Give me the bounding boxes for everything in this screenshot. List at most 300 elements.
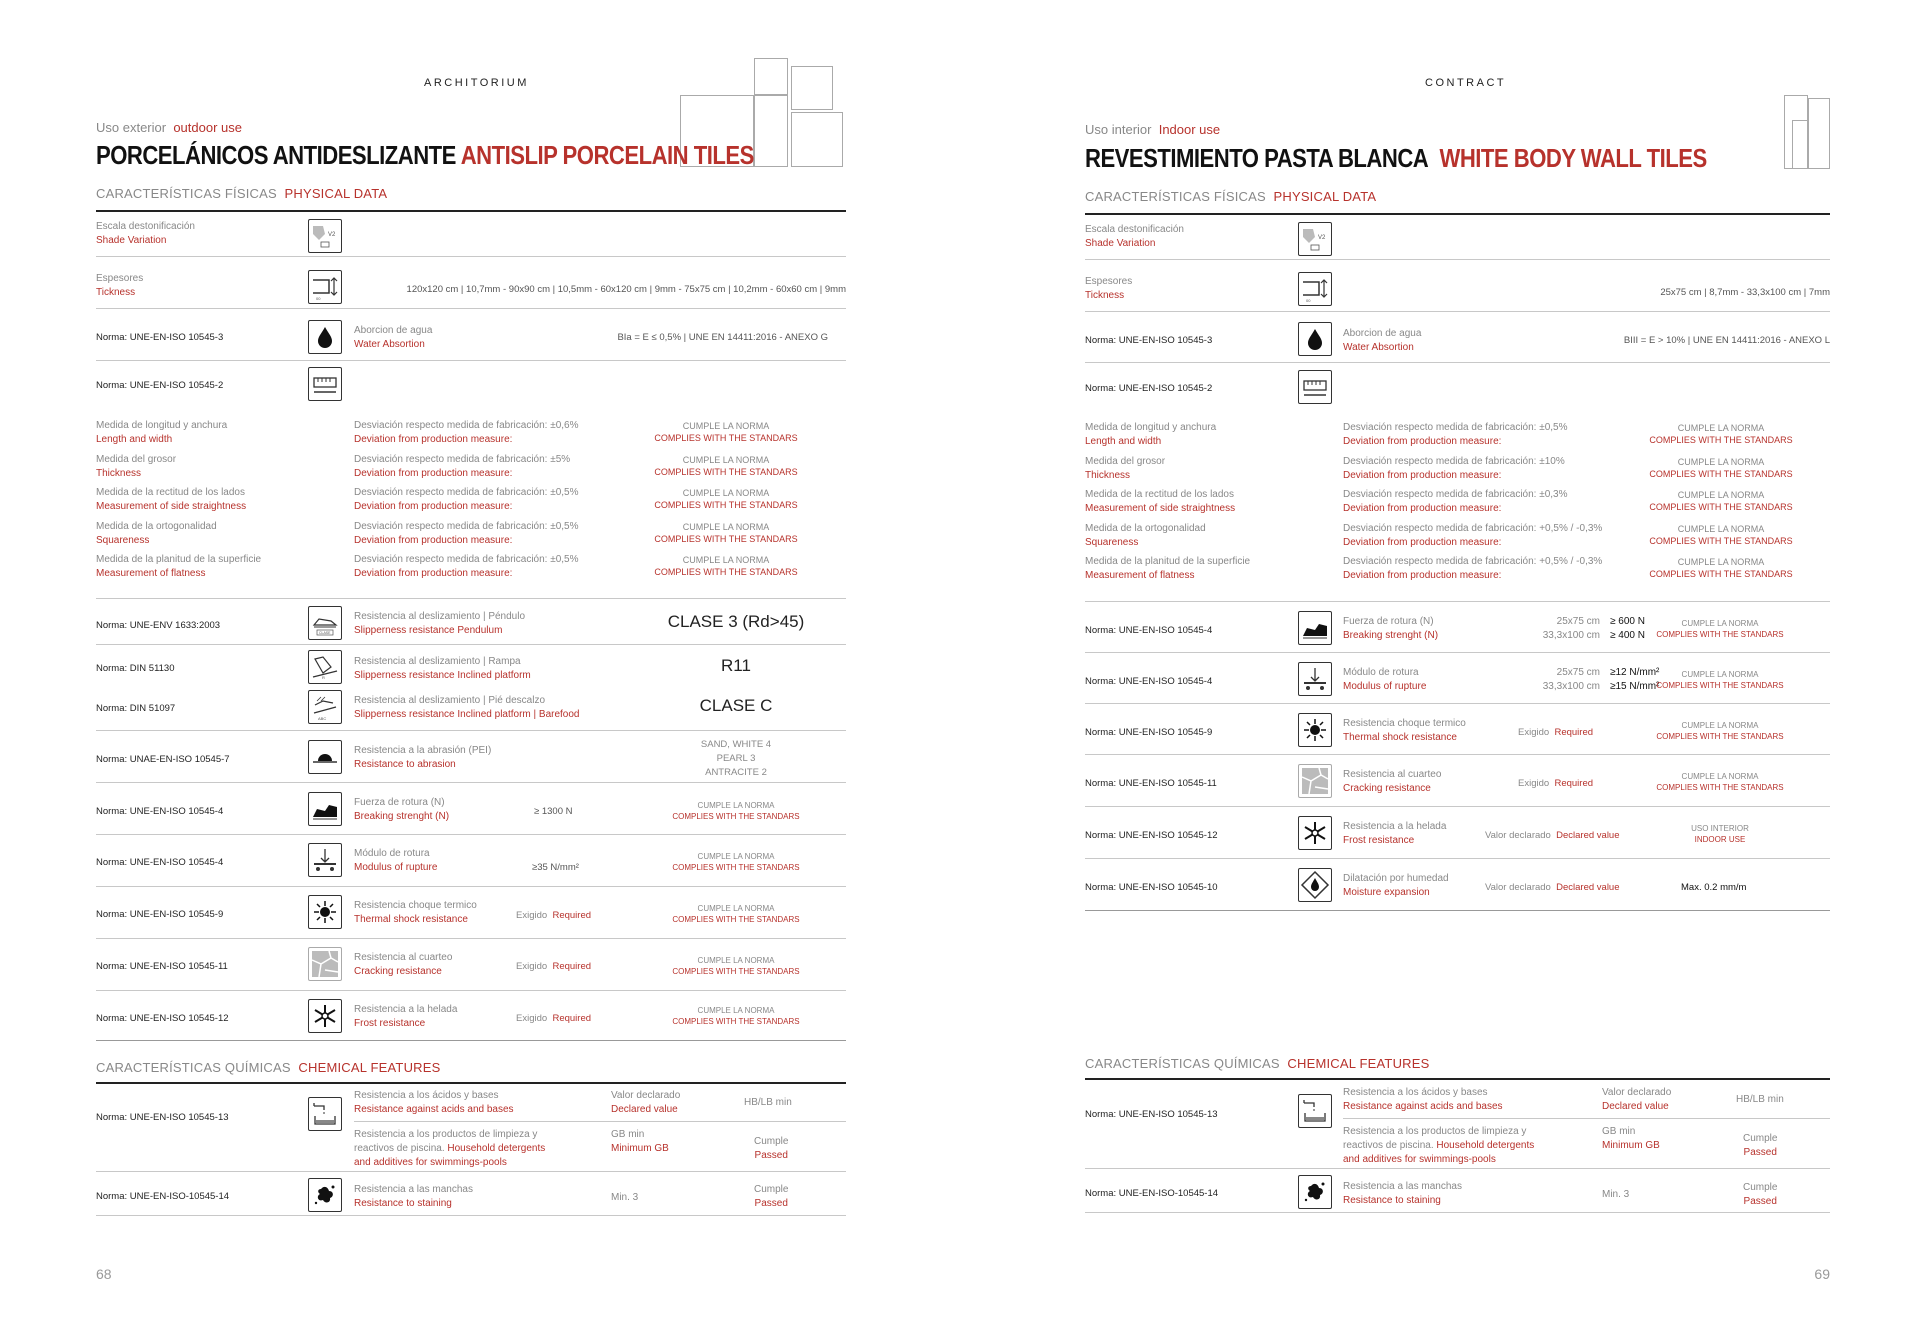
abrasion-label — [354, 744, 491, 772]
pool-result — [1743, 1132, 1777, 1160]
pool-gb — [611, 1128, 669, 1156]
label-en: Thermal shock resistance — [1343, 732, 1457, 743]
deviation-en: Deviation from production measure: — [354, 568, 513, 579]
deviation-en: Deviation from production measure: — [354, 501, 513, 512]
ruler-icon — [1298, 370, 1332, 404]
svg-text:CLASE: CLASE — [319, 631, 331, 635]
compliance-en: COMPLIES WITH THE STANDARS — [1656, 783, 1784, 792]
norm-label: Norma: UNE-EN-ISO 10545-2 — [96, 380, 224, 391]
frost-compliance — [671, 1005, 801, 1027]
moisture-declared — [1485, 882, 1620, 893]
deco-square — [754, 95, 788, 167]
abrasion-icon — [308, 740, 342, 774]
svg-text:00: 00 — [1306, 298, 1311, 303]
label-en: Frost resistance — [354, 1018, 426, 1029]
section-physical — [96, 186, 387, 201]
req-es: Valor declarado — [1485, 830, 1551, 841]
deviation-es: Desviación respecto medida de fabricación: ±5% — [354, 453, 571, 465]
dimension-compliance — [646, 420, 806, 444]
req-en: Declared value — [1556, 882, 1620, 893]
frost-label — [1343, 820, 1446, 848]
label-en: Modulus of rupture — [1343, 681, 1427, 692]
divider — [1085, 652, 1830, 653]
label-en: Measurement of side straightness — [1085, 503, 1236, 514]
deviation-es: Desviación respecto medida de fabricación: ±0,3% — [1343, 489, 1568, 500]
norm-label: Norma: UNE-EN-ISO 10545-10 — [1085, 882, 1218, 893]
label-en: Thickness — [1085, 469, 1131, 481]
compliance-en: COMPLIES WITH THE STANDARS — [672, 915, 800, 924]
usage-en: outdoor use — [173, 120, 242, 135]
thickness-values: 25x75 cm | 8,7mm - 33,3x100 cm | 7mm — [1660, 287, 1830, 298]
divider — [1085, 362, 1830, 363]
compliance-es: CUMPLE LA NORMA — [697, 1006, 775, 1015]
pool-label — [1343, 1125, 1534, 1167]
water-value: BIII = E > 10% | UNE EN 14411:2016 - ANEXO L — [1623, 335, 1830, 346]
usage-es: USO INTERIOR — [1691, 824, 1749, 833]
slip3-label — [354, 694, 580, 722]
dimension-compliance — [646, 521, 806, 545]
req-en: Required — [1554, 727, 1594, 738]
svg-text:V2: V2 — [328, 232, 336, 238]
req-es: Valor declarado — [1485, 882, 1551, 893]
dimension-label — [96, 453, 176, 481]
label-en2: and additives for swimmings-pools — [1343, 1154, 1496, 1165]
label-en: Measurement of flatness — [96, 568, 206, 579]
thermal-shock-icon — [308, 895, 342, 929]
thickness-values: 120x120 cm | 10,7mm - 90x90 cm | 10,5mm - 60x120 cm | 9mm - 75x75 cm | 10,2mm - 60x60 cm | 9mm — [406, 284, 846, 295]
water-value: BIa = E ≤ 0,5% | UNE EN 14411:2016 - ANEXO G — [617, 332, 828, 343]
frost-usage — [1655, 823, 1785, 845]
stain-result — [754, 1183, 788, 1211]
deviation-es: Desviación respecto medida de fabricación: +0,5% / -0,3% — [1343, 522, 1603, 534]
dimension-compliance — [646, 554, 806, 578]
label-es: Resistencia a la helada — [354, 1004, 458, 1015]
divider — [1343, 1118, 1830, 1119]
deviation-en: Deviation from production measure: — [1343, 570, 1502, 581]
abrasion-values — [686, 738, 786, 780]
compliance-es: CUMPLE LA NORMA — [697, 904, 775, 913]
acid-value: HB/LB min — [1736, 1094, 1784, 1105]
stain-result — [1743, 1181, 1777, 1209]
compliance-es: CUMPLE LA NORMA — [682, 555, 770, 565]
compliance-es: CUMPLE LA NORMA — [697, 801, 775, 810]
norm-label: Norma: UNE-EN-ISO 10545-9 — [1085, 727, 1213, 738]
norm-label: Norma: UNE-EN-ISO-10545-14 — [1085, 1188, 1219, 1199]
norm-label: Norma: UNE-EN-ISO 10545-11 — [1085, 778, 1217, 789]
declared-es: Valor declarado — [611, 1090, 681, 1101]
size-1: 25x75 cm — [1556, 667, 1600, 678]
label-en: Modulus of rupture — [354, 862, 438, 873]
divider — [96, 1040, 846, 1041]
gb-en: Minimum GB — [1602, 1140, 1660, 1151]
label-en: Resistance to staining — [1343, 1195, 1441, 1206]
compliance-en: COMPLIES WITH THE STANDARS — [654, 433, 798, 443]
thickness-label — [96, 272, 143, 300]
label-es: Medida de longitud y anchura — [96, 420, 228, 431]
divider — [1085, 858, 1830, 859]
label-es: Medida del grosor — [1085, 455, 1166, 467]
label-es: Medida del grosor — [96, 453, 177, 465]
label-es: Resistencia a las manchas — [354, 1184, 473, 1195]
divider — [96, 834, 846, 835]
frost-required — [516, 1013, 591, 1024]
norm-label: Norma: DIN 51130 — [96, 663, 175, 674]
usage-label — [1085, 122, 1220, 137]
gb-en: Minimum GB — [611, 1143, 669, 1154]
declared-en: Declared value — [611, 1104, 678, 1115]
modulus-rupture-icon — [308, 843, 342, 877]
right-page — [1085, 0, 1830, 1343]
label-es: Resistencia choque termico — [354, 900, 477, 911]
crack-required — [516, 961, 591, 972]
water-label — [354, 324, 432, 352]
stain-min: Min. 3 — [611, 1192, 639, 1203]
shade-label — [1085, 223, 1184, 251]
thickness-icon — [1298, 272, 1332, 306]
dimension-compliance — [1641, 556, 1801, 580]
deco-square — [791, 66, 833, 110]
label-es: Medida de la rectitud de los lados — [1085, 489, 1234, 500]
norm-label: Norma: UNE-EN-ISO 10545-13 — [1085, 1109, 1218, 1120]
title-en: WHITE BODY WALL TILES — [1439, 143, 1707, 173]
title-en: ANTISLIP PORCELAIN TILES — [460, 140, 754, 170]
deviation-en: Deviation from production measure: — [1343, 469, 1502, 481]
abrasion-v3: ANTRACITE 2 — [705, 767, 767, 778]
thermal-shock-icon — [1298, 713, 1332, 747]
crack-required — [1518, 778, 1593, 789]
slip1-label — [354, 610, 525, 638]
compliance-en: COMPLIES WITH THE STANDARS — [1649, 502, 1793, 512]
compliance-en: COMPLIES WITH THE STANDARS — [672, 812, 800, 821]
label-es: Resistencia al deslizamiento | Péndulo — [354, 611, 526, 622]
break-label — [354, 796, 449, 824]
req-es: Exigido — [1518, 727, 1550, 738]
label-en: Household detergents — [447, 1143, 546, 1154]
divider — [96, 1082, 846, 1084]
page-number: 68 — [96, 1266, 112, 1282]
dimension-compliance — [646, 454, 806, 478]
norm-label: Norma: UNE-EN-ISO 10545-12 — [96, 1013, 229, 1024]
norm-label: Norma: DIN 51097 — [96, 703, 176, 714]
pool-result — [754, 1135, 788, 1163]
divider — [96, 644, 846, 645]
acid-value: HB/LB min — [744, 1097, 792, 1108]
section-en: CHEMICAL FEATURES — [1287, 1056, 1430, 1071]
stain-label — [1343, 1180, 1462, 1208]
thermal-required — [1518, 727, 1593, 738]
breaking-strength-icon — [1298, 611, 1332, 645]
label-es: Escala destonificación — [96, 221, 195, 232]
modulus-label — [354, 847, 437, 875]
label-en: Cracking resistance — [1343, 783, 1431, 794]
label-en: Measurement of flatness — [1085, 570, 1195, 581]
divider — [1085, 213, 1830, 215]
compliance-es: CUMPLE LA NORMA — [682, 421, 770, 431]
norm-label: Norma: UNE-EN-ISO 10545-4 — [1085, 676, 1213, 687]
crack-label — [1343, 768, 1441, 796]
label-en: Breaking strenght (N) — [1343, 630, 1439, 641]
deco-square — [754, 58, 788, 95]
label-en: Moisture expansion — [1343, 887, 1430, 898]
size-2: 33,3x100 cm — [1542, 681, 1600, 692]
dimension-compliance — [1641, 489, 1801, 513]
req-en: Declared value — [1556, 830, 1620, 841]
result-es: Cumple — [754, 1136, 789, 1147]
dimension-deviation — [1343, 522, 1602, 550]
usage-label — [96, 120, 242, 135]
modulus-compliance — [671, 851, 801, 873]
label-es: Módulo de rotura — [354, 848, 430, 859]
pendulum-shoe-icon — [308, 606, 342, 640]
norm-label: Norma: UNAE-EN-ISO 10545-7 — [96, 754, 230, 765]
stain-icon — [1298, 1175, 1332, 1209]
dimension-label — [96, 520, 217, 548]
dimension-compliance — [1641, 523, 1801, 547]
brand-name: ARCHITORIUM — [424, 77, 529, 89]
compliance-en: COMPLIES WITH THE STANDARS — [1649, 468, 1793, 479]
dimension-compliance — [1641, 422, 1801, 446]
compliance-en: COMPLIES WITH THE STANDARS — [1656, 681, 1784, 690]
divider — [96, 598, 846, 599]
norm-label: Norma: UNE-EN-ISO 10545-11 — [96, 961, 228, 972]
label-es: Aborcion de agua — [354, 325, 433, 336]
water-drop-icon — [1298, 322, 1332, 356]
compliance-es: CUMPLE LA NORMA — [1677, 490, 1765, 500]
page-number: 69 — [1814, 1266, 1830, 1282]
norm-label: Norma: UNE-EN-ISO 10545-4 — [96, 806, 224, 817]
deviation-en: Deviation from production measure: — [354, 534, 513, 546]
ruler-icon — [308, 367, 342, 401]
deviation-es: Desviación respecto medida de fabricación: ±0,5% — [354, 554, 579, 565]
dimension-compliance — [1641, 456, 1801, 480]
water-label — [1343, 327, 1421, 355]
section-chemical — [1085, 1056, 1430, 1071]
compliance-en: COMPLIES WITH THE STANDARS — [672, 1017, 800, 1026]
deviation-es: Desviación respecto medida de fabricación: ±0,6% — [354, 420, 579, 431]
dimension-deviation — [1343, 488, 1568, 516]
modulus-value: ≥35 N/mm² — [532, 862, 579, 873]
label-en: Slipperness resistance Pendulum — [354, 625, 503, 636]
compliance-en: COMPLIES WITH THE STANDARS — [654, 466, 798, 477]
norm-label: Norma: UNE-EN-ISO 10545-12 — [1085, 830, 1218, 841]
divider — [96, 256, 846, 257]
label-es: Resistencia a la abrasión (PEI) — [354, 745, 492, 756]
deco-bar — [1808, 98, 1830, 169]
divider — [1085, 601, 1830, 602]
slip2-label — [354, 655, 531, 683]
result-en: Passed — [754, 1198, 788, 1209]
label-en: Measurement of side straightness — [96, 501, 247, 512]
label-en: Length and width — [96, 434, 173, 445]
divider — [96, 990, 846, 991]
norm-label: Norma: UNE-EN-ISO 10545-9 — [96, 909, 224, 920]
thermal-label — [354, 899, 477, 927]
dimension-deviation — [1343, 421, 1568, 449]
label-en: Resistance against acids and bases — [354, 1104, 514, 1115]
deviation-en: Deviation from production measure: — [354, 434, 513, 445]
label-en: Squareness — [96, 534, 150, 546]
declared-es: Valor declarado — [1602, 1087, 1672, 1098]
label-es: Escala destonificación — [1085, 224, 1184, 235]
size-1: 25x75 cm — [1556, 616, 1600, 627]
label-en: Cracking resistance — [354, 966, 442, 977]
pool-label — [354, 1128, 545, 1170]
crack-compliance — [671, 955, 801, 977]
acid-tap-icon — [1298, 1094, 1332, 1128]
gb-es: GB min — [611, 1129, 645, 1140]
size-2: 33,3x100 cm — [1542, 630, 1600, 641]
label-en: Frost resistance — [1343, 835, 1415, 846]
req-es: Exigido — [1518, 778, 1550, 789]
section-en: PHYSICAL DATA — [1273, 189, 1377, 204]
value-2: ≥ 400 N — [1610, 630, 1645, 641]
divider — [1085, 754, 1830, 755]
compliance-es: CUMPLE LA NORMA — [682, 521, 770, 532]
svg-text:ABC: ABC — [318, 716, 327, 721]
deviation-es: Desviación respecto medida de fabricación: ±0,5% — [1343, 422, 1568, 433]
deviation-es: Desviación respecto medida de fabricación: ±0,5% — [354, 487, 579, 498]
section-en: CHEMICAL FEATURES — [298, 1060, 441, 1075]
slip3-value: CLASE C — [699, 696, 773, 715]
frost-label — [354, 1003, 457, 1031]
break-compliance — [1655, 618, 1785, 640]
compliance-es: CUMPLE LA NORMA — [1681, 670, 1759, 679]
label-es: Resistencia al cuarteo — [1343, 769, 1442, 780]
compliance-es: CUMPLE LA NORMA — [1681, 772, 1759, 781]
label-en: Length and width — [1085, 436, 1162, 447]
label-en: Shade Variation — [1085, 238, 1156, 249]
result-en: Passed — [754, 1150, 788, 1161]
label-es: Fuerza de rotura (N) — [354, 797, 445, 808]
compliance-es: CUMPLE LA NORMA — [1677, 423, 1765, 433]
svg-text:R: R — [322, 675, 325, 680]
label-en: Squareness — [1085, 536, 1139, 548]
label-es: Espesores — [1085, 276, 1133, 287]
divider — [1085, 806, 1830, 807]
stain-min: Min. 3 — [1602, 1189, 1630, 1200]
thermal-required — [516, 910, 591, 921]
compliance-es: CUMPLE LA NORMA — [682, 488, 770, 498]
deviation-en: Deviation from production measure: — [1343, 503, 1502, 514]
req-en: Required — [552, 961, 592, 972]
break-sizes — [1510, 615, 1600, 643]
moisture-value: Max. 0.2 mm/m — [1681, 882, 1747, 893]
slip2-value: R11 — [721, 656, 751, 675]
label-en: Tickness — [96, 287, 136, 298]
compliance-es: CUMPLE LA NORMA — [1681, 721, 1759, 730]
compliance-es: CUMPLE LA NORMA — [1681, 619, 1759, 628]
label-en: Slipperness resistance Inclined platform — [354, 670, 531, 681]
dimension-label — [96, 486, 246, 514]
acid-label — [1343, 1086, 1503, 1114]
dimension-label — [1085, 421, 1216, 449]
divider — [96, 308, 846, 309]
dimension-label — [96, 419, 227, 447]
compliance-en: COMPLIES WITH THE STANDARS — [1649, 535, 1793, 546]
section-en: PHYSICAL DATA — [284, 186, 388, 201]
norm-label: Norma: UNE-EN-ISO 10545-3 — [1085, 335, 1213, 346]
norm-label: Norma: UNE-EN-ISO 10545-3 — [96, 332, 224, 343]
compliance-es: CUMPLE LA NORMA — [697, 956, 775, 965]
frost-declared — [1485, 830, 1620, 841]
label-en: Household detergents — [1436, 1140, 1535, 1151]
thermal-compliance — [671, 903, 801, 925]
snowflake-icon — [308, 999, 342, 1033]
label-es: Resistencia al deslizamiento | Rampa — [354, 656, 521, 667]
usage-en: Indoor use — [1158, 122, 1221, 137]
shade-label — [96, 220, 195, 248]
thickness-icon — [308, 270, 342, 304]
divider — [1085, 1212, 1830, 1213]
modulus-rupture-icon — [1298, 662, 1332, 696]
moisture-expansion-icon — [1298, 868, 1332, 902]
compliance-en: COMPLIES WITH THE STANDARS — [1649, 569, 1793, 579]
value-1: ≥ 600 N — [1610, 616, 1645, 627]
label-en: Tickness — [1085, 290, 1125, 301]
section-es: CARACTERÍSTICAS FÍSICAS — [96, 186, 277, 201]
result-en: Passed — [1743, 1196, 1777, 1207]
left-page — [96, 0, 846, 1343]
shade-variation-icon — [308, 219, 342, 253]
divider — [1085, 1078, 1830, 1080]
value-2: ≥15 N/mm² — [1610, 681, 1660, 692]
compliance-es: CUMPLE LA NORMA — [697, 852, 775, 861]
section-chemical — [96, 1060, 441, 1075]
norm-label: Norma: UNE-EN-ISO-10545-14 — [96, 1191, 230, 1202]
break-values — [1610, 615, 1645, 643]
label-es: Resistencia a los productos de limpieza y — [354, 1129, 538, 1140]
req-es: Exigido — [516, 910, 548, 921]
divider — [96, 730, 846, 731]
break-value: ≥ 1300 N — [534, 806, 573, 817]
usage-en: INDOOR USE — [1694, 835, 1746, 844]
title-es: REVESTIMIENTO PASTA BLANCA — [1085, 143, 1429, 173]
dimension-label — [96, 553, 261, 581]
dimension-deviation — [1343, 455, 1565, 483]
dimension-deviation — [354, 553, 579, 581]
stain-icon — [308, 1178, 342, 1212]
barefoot-icon — [308, 690, 342, 724]
usage-es: Uso exterior — [96, 120, 167, 135]
abrasion-v1: SAND, WHITE 4 — [700, 739, 772, 750]
compliance-es: CUMPLE LA NORMA — [1677, 557, 1765, 567]
divider — [96, 1215, 846, 1216]
label-es: Medida de la ortogonalidad — [96, 520, 217, 532]
slip1-value: CLASE 3 (Rd>45) — [667, 612, 805, 631]
label-es: Espesores — [96, 273, 144, 284]
svg-text:00: 00 — [316, 296, 321, 301]
brand-name: CONTRACT — [1425, 77, 1507, 89]
label-es: Módulo de rotura — [1343, 667, 1419, 678]
label-es: Resistencia choque termico — [1343, 718, 1466, 729]
divider — [96, 210, 846, 212]
label-es: Resistencia a los productos de limpieza y — [1343, 1126, 1527, 1137]
norm-label: Norma: UNE-EN-ISO 10545-2 — [1085, 383, 1213, 394]
divider — [1085, 311, 1830, 312]
dimension-label — [1085, 555, 1250, 583]
label-es2: reactivos de piscina. — [354, 1143, 445, 1154]
label-es: Medida de la ortogonalidad — [1085, 522, 1206, 534]
label-es2: reactivos de piscina. — [1343, 1140, 1434, 1151]
label-es: Medida de la planitud de la superficie — [96, 554, 262, 565]
divider — [96, 938, 846, 939]
pool-gb — [1602, 1125, 1660, 1153]
acid-declared — [611, 1089, 680, 1117]
req-en: Required — [552, 1013, 592, 1024]
moisture-label — [1343, 872, 1449, 900]
compliance-es: CUMPLE LA NORMA — [1677, 456, 1765, 467]
cracking-icon — [1298, 764, 1332, 798]
